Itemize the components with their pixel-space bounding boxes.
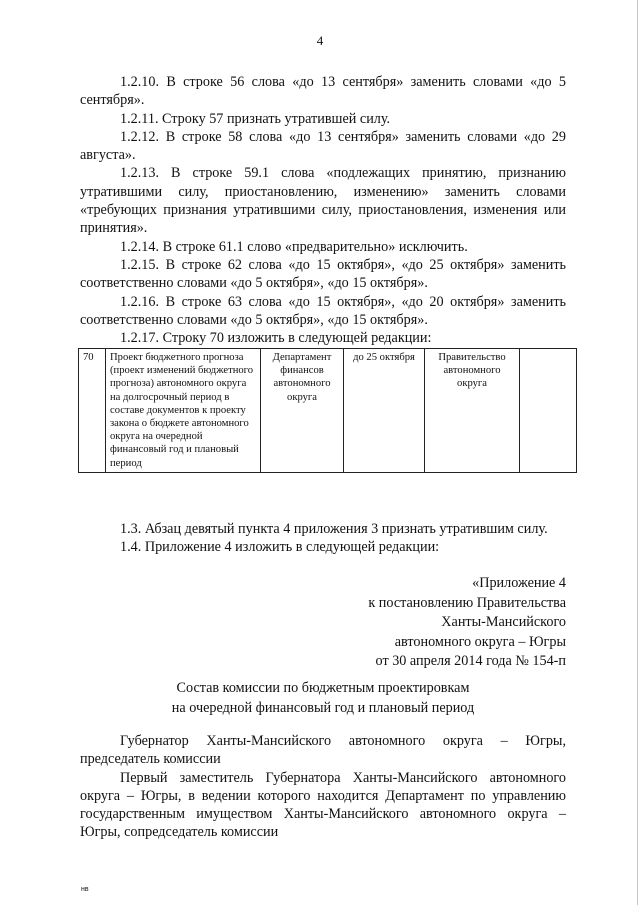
- footer-mark: нв: [81, 886, 89, 893]
- row-70-table: [78, 348, 577, 473]
- paragraph-1-2-13: 1.2.13. В строке 59.1 слова «подлежащих принятию, признанию утратившими силу, приостановлению, изменению» заменить словами «требующих признания утратившими силу, приостановления, изменения или принятия».: [80, 165, 566, 237]
- row-number-cell: 70: [79, 349, 106, 473]
- commission-title-line: на очередной финансовый год и плановый период: [171, 699, 475, 716]
- deadline-cell: до 25 октября: [344, 349, 425, 473]
- paragraph-1-2-12: 1.2.12. В строке 58 слова «до 13 сентября» заменить словами «до 29 августа».: [80, 128, 566, 164]
- page-number: 4: [316, 33, 324, 48]
- table-row: [79, 349, 577, 473]
- commission-title: [80, 679, 566, 718]
- appendix-line: автономного округа – Югры: [394, 633, 566, 650]
- appendix-line: к постановлению Правительства: [368, 594, 566, 611]
- commission-members: [80, 732, 566, 842]
- followup-paragraphs: [80, 520, 566, 557]
- scan-edge-line: [637, 0, 638, 905]
- paragraph-1-2-16: 1.2.16. В строке 63 слова «до 15 октября», «до 20 октября» заменить соответственно словами «до 5 октября», «до 15 октября».: [80, 293, 566, 328]
- responsible-cell: Департамент финансов автономного округа: [261, 349, 344, 473]
- member-cochairman: Первый заместитель Губернатора Ханты-Мансийского автономного округа – Югры, в ведении которого находится Департамент по управлению государственным имуществом Ханты-Мансийского автономного округа – Югры, сопредседатель комиссии: [80, 769, 566, 841]
- paragraph-1-2-17: 1.2.17. Строку 70 изложить в следующей редакции:: [120, 330, 432, 347]
- paragraph-1-2-11: 1.2.11. Строку 57 признать утратившей силу.: [120, 110, 391, 127]
- paragraph-1-2-10: 1.2.10. В строке 56 слова «до 13 сентября» заменить словами «до 5 сентября».: [80, 74, 566, 109]
- commission-title-line: Состав комиссии по бюджетным проектировкам: [176, 680, 470, 696]
- description-cell: Проект бюджетного прогноза (проект изменений бюджетного прогноза) автономного округа на долгосрочный период в составе документов к проекту закона о бюджете автономного округа на очередной финансовый год и плановый период: [106, 349, 261, 473]
- extra-cell: [520, 349, 577, 473]
- paragraph-1-3: 1.3. Абзац девятый пункта 4 приложения 3 признать утратившим силу.: [120, 521, 548, 537]
- appendix-header: [368, 574, 566, 672]
- appendix-line: Ханты-Мансийского: [441, 614, 566, 631]
- member-chairman: Губернатор Ханты-Мансийского автономного округа – Югры, председатель комиссии: [80, 733, 566, 768]
- paragraph-1-2-14: 1.2.14. В строке 61.1 слово «предварительно» исключить.: [120, 238, 468, 255]
- appendix-line: от 30 апреля 2014 года № 154-п: [375, 653, 566, 670]
- recipient-cell: Правительство автономного округа: [425, 349, 520, 473]
- paragraph-1-4: 1.4. Приложение 4 изложить в следующей редакции:: [120, 539, 440, 556]
- appendix-line: «Приложение 4: [472, 575, 566, 591]
- amendment-list: [80, 73, 566, 347]
- paragraph-1-2-15: 1.2.15. В строке 62 слова «до 15 октября», «до 25 октября» заменить соответственно словами «до 5 октября», «до 15 октября».: [80, 256, 566, 292]
